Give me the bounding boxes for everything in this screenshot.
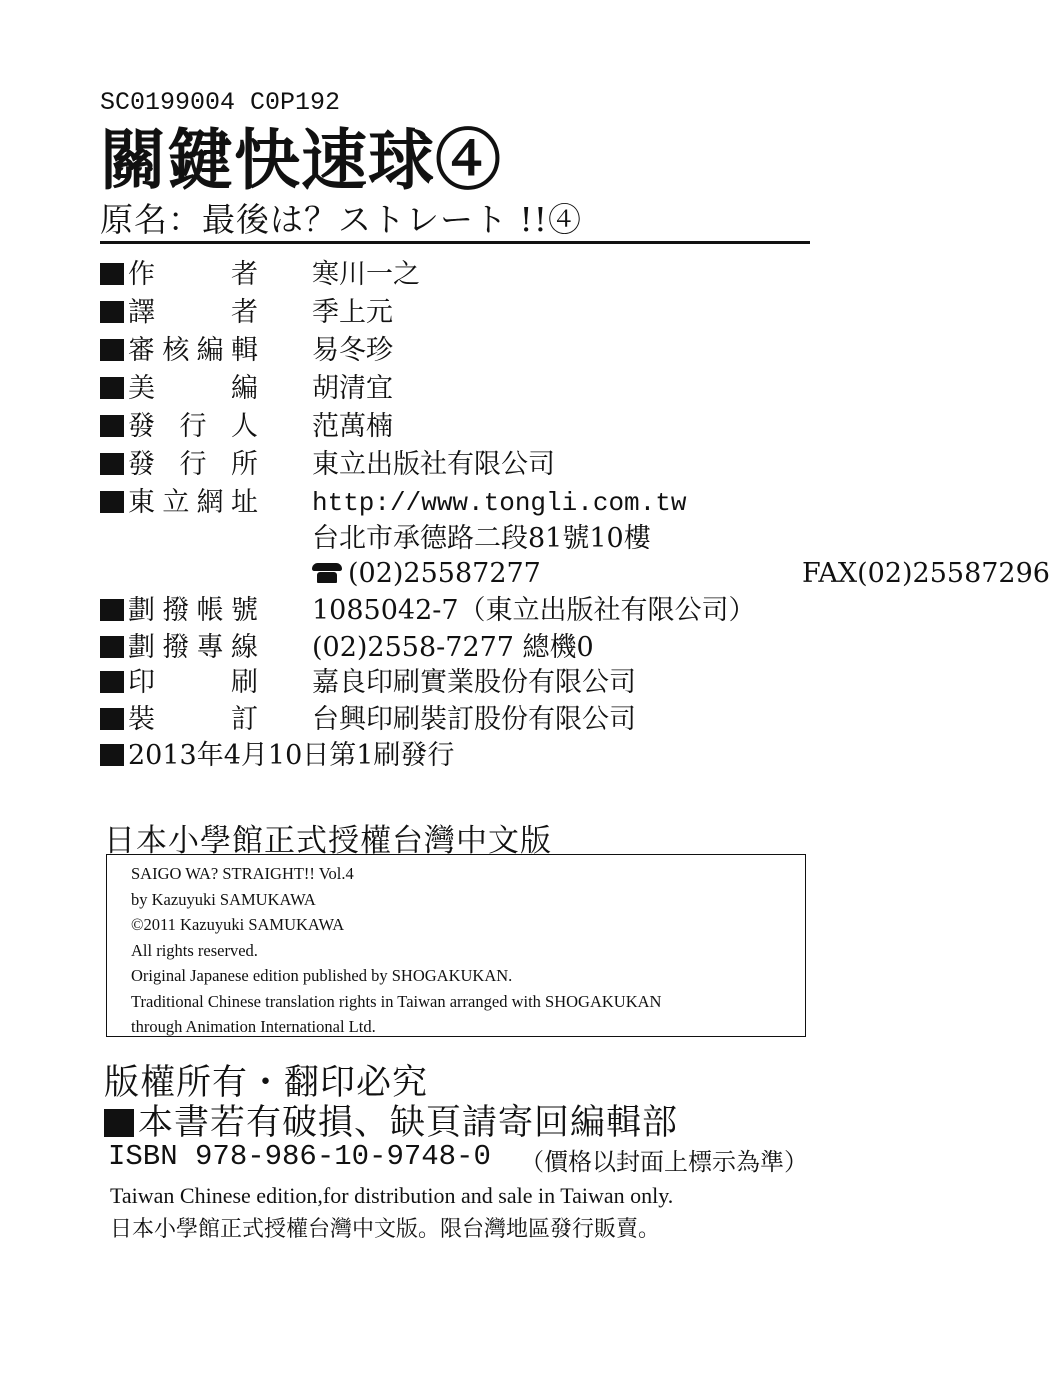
bullet-square	[100, 671, 124, 693]
license-line: All rights reserved.	[131, 940, 258, 960]
credit-row-author	[100, 257, 420, 293]
credit-row-translator	[100, 295, 393, 331]
contact-line	[312, 556, 1050, 592]
bullet-square	[100, 599, 124, 621]
address-text: 台北市承德路二段81號10樓	[312, 523, 651, 554]
license-line: Original Japanese edition published by SHOGAKUKAN.	[131, 966, 513, 985]
credit-label: 發行人	[128, 411, 258, 442]
credit-label: 裝 訂	[128, 704, 258, 735]
credit-value: 范萬楠	[312, 411, 393, 442]
credit-value: 1085042-7（東立出版社有限公司）	[312, 595, 756, 626]
credit-value: 嘉良印刷實業股份有限公司	[312, 667, 636, 698]
rights-reserved: 版權所有・翻印必究	[104, 1063, 429, 1103]
edition-note: 日本小學館正式授權台灣中文版	[104, 823, 552, 859]
phone-number: (02)25587277	[348, 558, 541, 589]
credit-row-account	[100, 593, 756, 629]
fax-number: FAX(02)25587296	[802, 558, 1050, 589]
credit-row-art-editor	[100, 371, 393, 407]
credit-label: 東立網址	[128, 487, 258, 518]
credit-value: 寒川一之	[312, 259, 420, 290]
print-date: 2013年4月10日第1刷發行	[128, 740, 455, 771]
license-line: through Animation International Ltd.	[131, 1017, 376, 1036]
credit-value: 易冬珍	[312, 335, 393, 366]
bullet-square	[100, 263, 124, 285]
credit-label: 審核編輯	[128, 335, 258, 366]
credit-row-publisher	[100, 447, 555, 483]
credit-value: 台興印刷裝訂股份有限公司	[312, 704, 636, 735]
credit-row-publisher-person	[100, 409, 393, 445]
bullet-square	[100, 744, 124, 766]
credit-value: 季上元	[312, 297, 393, 328]
credit-label: 劃撥專線	[128, 632, 258, 663]
credit-label: 作 者	[128, 259, 258, 290]
bullet-square	[100, 339, 124, 361]
credit-label: 劃撥帳號	[128, 595, 258, 626]
distribution-chinese: 日本小學館正式授權台灣中文版。限台灣地區發行販賣。	[110, 1217, 661, 1242]
title-divider	[100, 241, 810, 244]
bullet-square	[100, 491, 124, 513]
product-code: SC0199004 C0P192	[100, 88, 341, 117]
bullet-square	[100, 301, 124, 323]
credit-row-editor	[100, 333, 393, 369]
bullet-square	[100, 708, 124, 730]
telephone-icon	[312, 563, 342, 583]
credit-label: 發行所	[128, 449, 258, 480]
original-title: 原名：最後は？ストレート !!④	[100, 200, 583, 239]
bullet-square	[100, 377, 124, 399]
credit-value: (02)2558-7277 總機0	[312, 632, 594, 663]
credit-label: 譯 者	[128, 297, 258, 328]
license-line: SAIGO WA? STRAIGHT!! Vol.4	[131, 864, 354, 883]
credit-value: 東立出版社有限公司	[312, 449, 555, 480]
credit-row-website	[100, 485, 687, 521]
bullet-square	[100, 415, 124, 437]
license-line: Traditional Chinese translation rights in Taiwan arranged with SHOGAKUKAN	[131, 991, 662, 1011]
damage-notice-row	[104, 1095, 678, 1145]
license-line: ©2011 Kazuyuki SAMUKAWA	[131, 915, 345, 934]
isbn: ISBN 978-986-10-9748-0	[108, 1140, 491, 1173]
credit-row-hotline	[100, 630, 594, 666]
bullet-square	[104, 1109, 134, 1137]
credit-label: 美 編	[128, 373, 258, 404]
bullet-square	[100, 453, 124, 475]
credit-value: 胡清宜	[312, 373, 393, 404]
credit-row-binding	[100, 702, 636, 738]
book-title: 關鍵快速球④	[100, 121, 502, 199]
damage-notice: 本書若有破損、缺頁請寄回編輯部	[138, 1103, 679, 1143]
price-note: （價格以封面上標示為準）	[520, 1148, 808, 1176]
license-box	[106, 854, 806, 1037]
website-link[interactable]: http://www.tongli.com.tw	[312, 488, 687, 518]
license-line: by Kazuyuki SAMUKAWA	[131, 889, 316, 909]
bullet-square	[100, 636, 124, 658]
print-date-row	[100, 738, 454, 774]
distribution-english: Taiwan Chinese edition,for distribution and sale in Taiwan only.	[110, 1183, 674, 1208]
credit-label: 印 刷	[128, 667, 258, 698]
credit-row-printing	[100, 665, 636, 701]
